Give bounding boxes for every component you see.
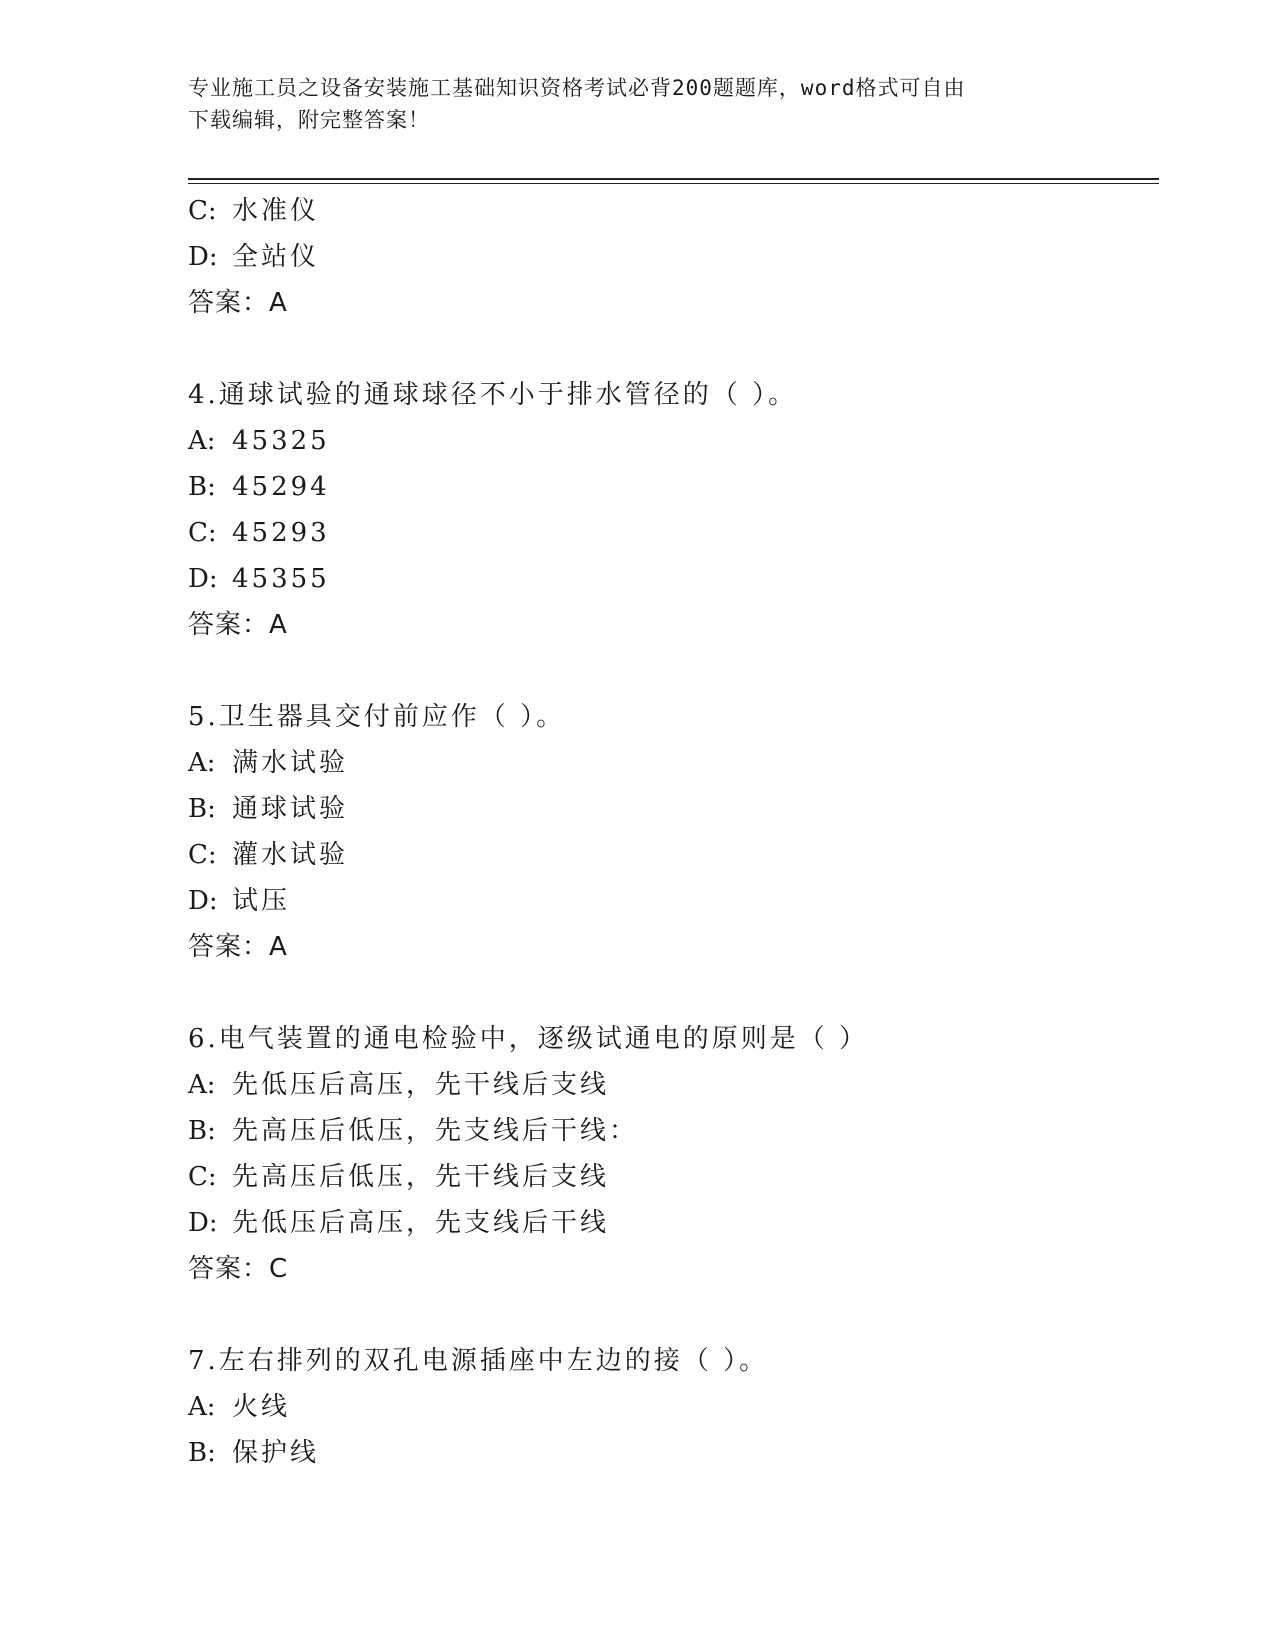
question-7-block [188,1338,1159,1476]
spacer [188,326,1159,372]
option-d [188,1200,1159,1246]
option-letter: B: [188,472,216,502]
spacer [188,970,1159,1016]
option-text: 45325 [232,426,330,456]
option-text: 先高压后低压，先干线后支线 [232,1162,610,1192]
document-header [188,72,1068,136]
answer-line: 答案：A [188,288,288,318]
option-b [188,1430,1159,1476]
option-b [188,1108,1159,1154]
question-text: 4.通球试验的通球球径不小于排水管径的（ ）。 [188,380,798,410]
option-text: 水准仪 [232,196,320,226]
option-c [188,510,1159,556]
header-line-1: 专业施工员之设备安装施工基础知识资格考试必背200题题库，word格式可自由 [188,76,966,100]
option-letter: D: [188,886,218,916]
question-3-block [188,188,1159,326]
option-a [188,418,1159,464]
question-text: 5.卫生器具交付前应作（ ）。 [188,702,566,732]
answer-line: 答案：C [188,1254,289,1284]
header-line-2: 下载编辑，附完整答案！ [188,108,430,132]
question-list [188,188,1159,1476]
option-d [188,556,1159,602]
option-a [188,1062,1159,1108]
option-d [188,234,1159,280]
question-4-block [188,372,1159,648]
spacer [188,648,1159,694]
option-text: 灌水试验 [232,840,349,870]
option-b [188,464,1159,510]
option-text: 先低压后高压，先干线后支线 [232,1070,610,1100]
option-text: 火线 [232,1392,291,1422]
option-c [188,832,1159,878]
option-text: 45293 [232,518,330,548]
option-letter: A: [188,748,216,778]
answer-line: 答案：A [188,932,288,962]
option-text: 全站仪 [232,242,320,272]
answer-line: 答案：A [188,610,288,640]
option-letter: C: [188,840,217,870]
option-letter: B: [188,794,216,824]
question-6-block [188,1016,1159,1292]
header-divider-thick [188,178,1159,180]
header-divider-thin [188,183,1159,184]
option-letter: D: [188,1208,218,1238]
option-letter: C: [188,196,217,226]
option-text: 满水试验 [232,748,349,778]
option-letter: A: [188,1070,216,1100]
option-text: 通球试验 [232,794,349,824]
option-text: 45294 [232,472,330,502]
question-text: 6.电气装置的通电检验中，逐级试通电的原则是（ ） [188,1024,869,1054]
question-text: 7.左右排列的双孔电源插座中左边的接（ ）。 [188,1346,769,1376]
option-letter: B: [188,1438,216,1468]
option-text: 先低压后高压，先支线后干线 [232,1208,610,1238]
option-text: 试压 [232,886,291,916]
option-letter: B: [188,1116,216,1146]
spacer [188,1292,1159,1338]
option-b [188,786,1159,832]
option-letter: A: [188,1392,216,1422]
option-letter: C: [188,1162,217,1192]
option-d [188,878,1159,924]
option-letter: D: [188,564,218,594]
option-c [188,188,1159,234]
option-a [188,740,1159,786]
option-text: 先高压后低压，先支线后干线： [232,1116,639,1146]
option-a [188,1384,1159,1430]
option-text: 45355 [232,564,330,594]
option-c [188,1154,1159,1200]
question-5-block [188,694,1159,970]
option-letter: C: [188,518,217,548]
option-letter: D: [188,242,218,272]
option-letter: A: [188,426,216,456]
option-text: 保护线 [232,1438,320,1468]
